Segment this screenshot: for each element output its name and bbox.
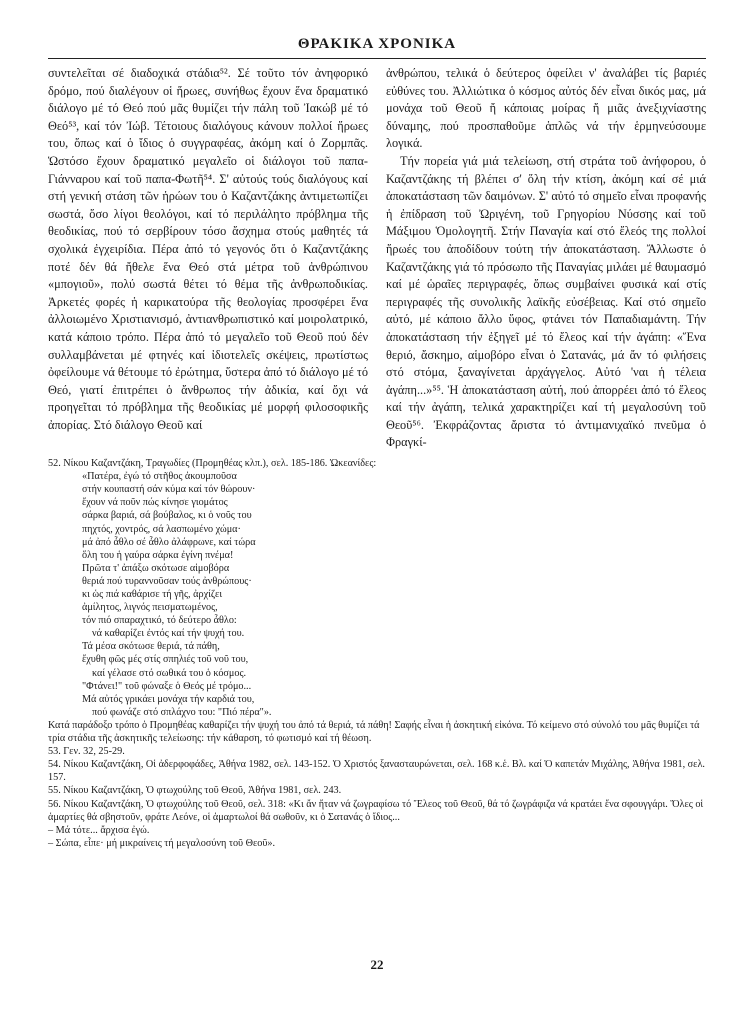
footnote-56-dialogue-2: – Σώπα, εἶπε· μή μικραίνεις τή μεγαλοσύνη τοῦ Θεοῦ». — [48, 837, 276, 849]
poem-line: μά ἀπό ἆθλο σέ ἆθλο ἀλάφρωνε, καί τώρα — [82, 536, 256, 548]
poem-line: Πρῶτα τ' ἀπάξω σκότωσε αἱμοβόρα — [82, 562, 230, 574]
poem-line: σάρκα βαριά, σά βούβαλος, κι ὁ νοῦς του — [82, 510, 252, 522]
poem-line: ὅλη του ἡ γαύρα σάρκα ἐγίνη πνέμα! — [82, 549, 234, 561]
page-number: 22 — [370, 957, 384, 972]
poem-line: «Πατέρα, ἐγώ τό στῆθος ἀκουμποῦσα — [82, 471, 237, 483]
poem-line: ἔχουν νά ποῦν πώς κίνησε γιομάτος — [82, 497, 228, 509]
poem-line: στήν κουπαστή σάν κύμα καί τόν θώρουν· — [82, 484, 256, 496]
right-paragraph-2: Τήν πορεία γιά μιά τελείωση, στή στράτα τοῦ ἀνήφορου, ὁ Καζαντζάκης τή βλέπει σ' ὅλη τήν κτίση, ἀκόμη καί σέ μιά ἀποκατάσταση τῶν δαιμόνων. Σ' αὐτό τό σημεῖο εἶναι προφανής ἡ ἐπίδραση τοῦ Ὠριγένη, τοῦ Γρηγορίου Νύσσης καί τοῦ Μάξιμου Ὁμολογητῆ. Στήν Παναγία καί στό ἔλεός της πολλοί ἥρωές του ἀποδίδουν τούτη τήν ἀποκατάσταση. Ἄλλωστε ὁ Καζαντζάκης γιά τό πρόσωπο τῆς Παναγίας μιλάει μέ θαυμασμό καί μέ ὡραῖες περιγραφές, ὅπως συμβαίνει φυσικά καί στίς περιγραφές τῆς συνολικῆς λαϊκῆς εὐσέβειας. Καί στό σημεῖο αὐτό, μέ κάποιο ἄλλο ὕφος, φτάνει τόν Παπαδιαμάντη. Τήν ἀποκατάσταση τήν ἐξηγεῖ μέ τό ἔλεος καί τήν ἀγάπη: «Ἕνα θεριό, ἄσκημο, αἱμοβόρο εἶναι ὁ Σατανάς, μά ἄν τό φιλήσεις στό στόμα, ξαναγίνεται ἀρχάγγελος. Αὐτό 'ναι ἡ τέλεια ἀγάπη...»⁵⁵. Ἡ ἀποκατάσταση αὐτή, πού ἀπορρέει ἀπό τό ἔλεος καί τήν ἀγάπη, τελικά χαρακτηρίζει καί τή μεγαλοσύνη τοῦ Θεοῦ⁵⁶. Ἐκφράζοντας ἄριστα τό ἀντιμανιχαϊκό πνεῦμα ὁ Φραγκί- — [386, 153, 706, 450]
footnote-54: 54. Νίκου Καζαντζάκη, Οἱ ἀδερφοφάδες, Ἀθήνα 1982, σελ. 143-152. Ὁ Χριστός ξανασταυρώνεται, σελ. 168 κ.ἑ. Βλ. καί Ὁ καπετάν Μιχάλης, Ἀθήνα 1981, σελ. 157. — [48, 759, 705, 784]
footnote-53: 53. Γεν. 32, 25-29. — [48, 746, 125, 758]
poem-line: Τά μέσα σκότωσε θεριά, τά πάθη, — [82, 641, 220, 653]
poem-line: τόν πιό σπαραχτικό, τό δεύτερο ἆθλο: — [82, 615, 237, 627]
poem-line: Μά αὐτός γρικάει μονάχα τήν καρδιά του, — [82, 693, 255, 705]
footnote-52-comment: Κατά παράδοξο τρόπο ὁ Προμηθέας καθαρίζει τήν ψυχή του ἀπό τά θεριά, τά πάθη! Σαφής εἶναι ἡ ἀσκητική εἰκόνα. Τό κείμενο στό σύνολό του μᾶς θυμίζει τά τρία στάδια τῆς ἀσκητικῆς τελείωσης: τήν κάθαρση, τό φωτισμό καί τή θέωση. — [48, 719, 700, 745]
poem-line: ἔχυθη φῶς μές στίς σπηλιές τοῦ νοῦ του, — [82, 654, 249, 666]
footnote-poem — [82, 470, 706, 719]
poem-line: "Φτάνει!" τοῦ φώναξε ὁ Θεός μέ τρόμο... — [82, 680, 252, 692]
page — [48, 36, 706, 850]
poem-line: πού φωνάζε στό σπλάχνο του: "Πιό πέρα"». — [92, 706, 272, 718]
body-columns — [48, 65, 706, 452]
poem-line: νά καθαρίζει ἐντός καί τήν ψυχή του. — [92, 628, 245, 640]
running-title: ΘΡΑΚΙΚΑ ΧΡΟΝΙΚΑ — [48, 36, 706, 59]
right-column — [386, 65, 706, 452]
poem-line: καί γέλασε στό σωθικά του ὁ κόσμος. — [92, 667, 247, 679]
poem-line: πηχτός, χοντρός, σά λασπωμένο χώμα· — [82, 523, 241, 535]
left-paragraph-1: συντελεῖται σέ διαδοχικά στάδια⁵². Σέ τοῦτο τόν ἀνηφορικό δρόμο, πού διαλέγουν οἱ ἥρωες, συνήθως ἔχουν ἕνα δραματικό διάλογο μέ τό Θεό πού μᾶς θυμίζει τήν πάλη τοῦ Ἰακώβ μέ τό Θεό⁵³, καί τόν Ἰώβ. Τέτοιους διαλόγους κάνουν πολλοί ἥρωες του, ὅπως καί ὁ ἴδιος ὁ συγγραφέας, ἀκόμη καί ὁ Ζορμπᾶς. Ὡστόσο ἔχουν δραματικό μεγαλεῖο οἱ διάλογοι τοῦ παπα-Γιάνναρου καί τοῦ παπα-Φωτῆ⁵⁴. Σ' αὐτούς τούς διαλόγους καί στή γενική στάση τῶν ἡρώων του ὁ Καζαντζάκης ἀντιμετωπίζει σωστά, ὅσο λίγοι θεολόγοι, καί τό περιλάλητο πρόβλημα τῆς θεοδικίας, πού τό σερβίρουν τόσο ἄσχημα στούς μαθητές τά σχολικά ἐγχειρίδια. Πέρα ἀπό τό γεγονός ὅτι ὁ Καζαντζάκης ποτέ δέν θά ἤθελε ἕνα Θεό στά μέτρα τοῦ ἀνθρώπινου «μπογιοῦ», πολύ σωστά θέτει τό θέμα τῆς ἀνθρωποδικίας. Ἀρκετές φορές ἡ καρικατούρα τῆς θεολογίας προσφέρει ἕνα ἀλλοιωμένο Χριστιανισμό, ἀντιανθρωπιστικό καί μοιρολατρικό, κατά κάποιο τρόπο. Πέρα ἀπό τό μεγαλεῖο τοῦ Θεοῦ πού δέν συλλαμβάνεται μέ φτηνές καί ἰδιοτελεῖς σκέψεις, πρωτίστως ὀφείλουμε νά θέτουμε τό ἐρώτημα, ὕστερα ἀπό τό διάλογο μέ τό Θεό, γιατί ἐπιτρέπει ὁ ἄνθρωπος τήν ἀδικία, καί ὄχι νά προηγεῖται τό πρόβλημα τῆς θεοδικίας μέ μορφή φιλοσοφικῆς ἀπορίας. Στό διάλογο Θεοῦ καί — [48, 66, 368, 432]
footnote-52: 52. Νίκου Καζαντζάκη, Τραγωδίες (Προμηθέας κλπ.), σελ. 185-186. Ὠκεανίδες: — [48, 458, 377, 470]
footnote-56: 56. Νίκου Καζαντζάκη, Ὁ φτωχούλης τοῦ Θεοῦ, σελ. 318: «Κι ἄν ἤταν νά ζωγραφίσω τό Ἔλεος τοῦ Θεοῦ, θά τό ζωγράφιζα νά κρατάει ἕνα σφουγγάρι. Ὅλες οἱ ἁμαρτίες θά σβηστοῦν, φράτε Λεόνε, οἱ ἁμαρτωλοί θά σωθοῦν, κι ὁ Σατανάς ὁ ἴδιος... — [48, 798, 704, 823]
poem-line: ἀμίλητος, λιγνός πεισματωμένος, — [82, 602, 218, 614]
footnotes — [48, 457, 706, 850]
footnote-56-dialogue-1: – Μά τότε... ἄρχισα ἐγώ. — [48, 824, 150, 836]
poem-line: θεριά πού τυραννοῦσαν τούς ἀνθρώπους· — [82, 575, 252, 587]
right-paragraph-1: ἀνθρώπου, τελικά ὁ δεύτερος ὀφείλει ν' ἀναλάβει τίς βαριές εὐθύνες του. Ἀλλιώτικα ὁ κόσμος αὐτός δέν εἶναι δικός μας, μά μονάχα τοῦ Θεοῦ ἤ κάποιας μοίρας ἤ μιᾶς ἀνεξιχνίαστης δύναμης, πού προσπαθοῦμε ἁπλῶς νά τήν ἑρμηνεύσουμε λογικά. — [386, 66, 706, 151]
left-column — [48, 65, 368, 452]
poem-line: κι ὡς πιά καθάρισε τή γῆς, ἀρχίζει — [82, 589, 223, 600]
footnote-55: 55. Νίκου Καζαντζάκη, Ὁ φτωχούλης τοῦ Θεοῦ, Ἀθήνα 1981, σελ. 243. — [48, 785, 342, 797]
